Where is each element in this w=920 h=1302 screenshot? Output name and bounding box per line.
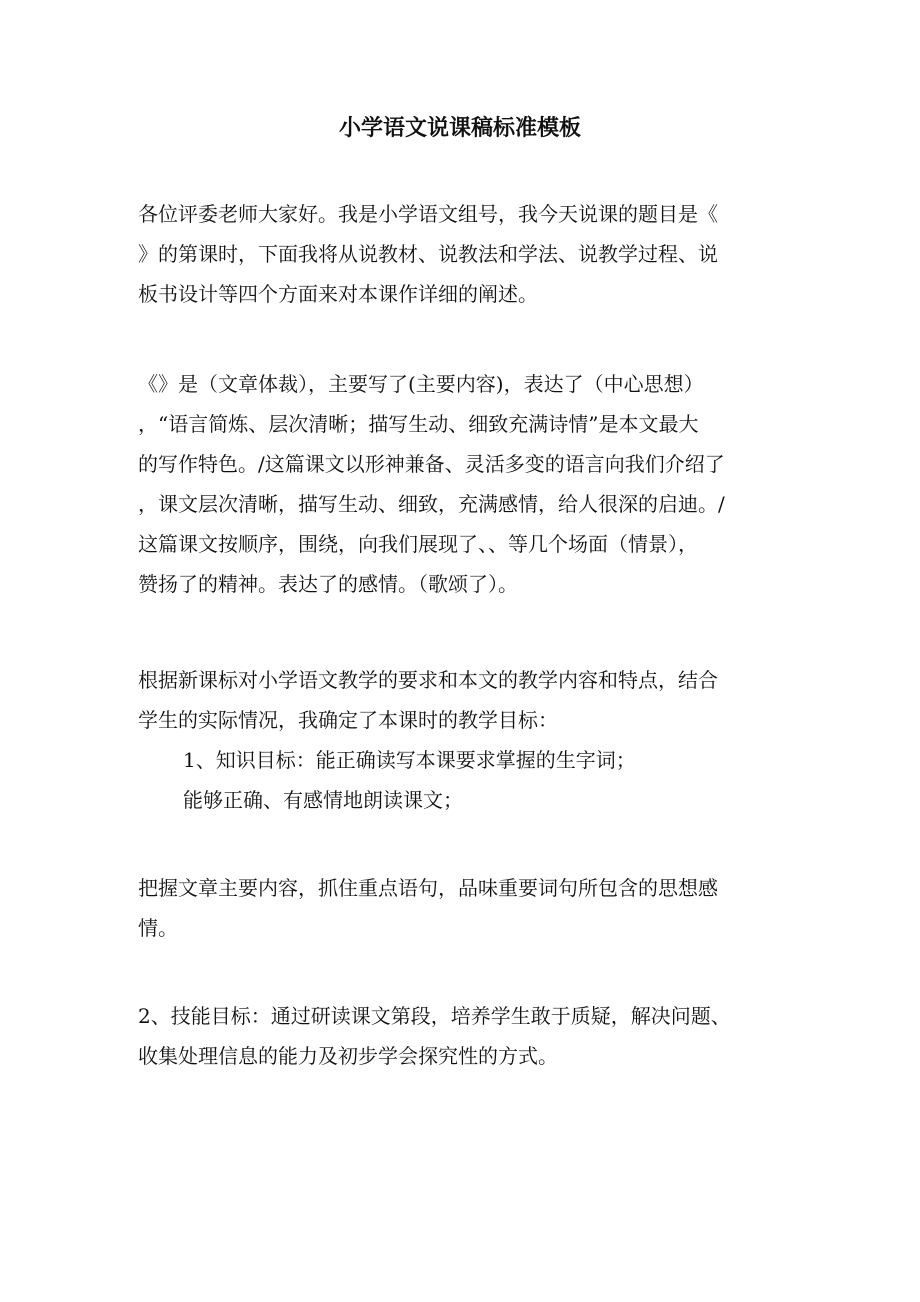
teaching-goals-paragraph	[138, 660, 783, 820]
textbook-analysis-paragraph	[138, 364, 783, 604]
text-line: ，“语言简炼、层次清晰；描写生动、细致充满诗情”是本文最大	[138, 412, 699, 436]
knowledge-goal-line: 1、知识目标：能正确读写本课要求掌握的生字词；	[183, 748, 636, 772]
text-line: 》的第课时，下面我将从说教材、说教法和学法、说教学过程、说	[138, 242, 718, 266]
text-line: ，课文层次清晰，描写生动、细致，充满感情，给人很深的启迪。/	[138, 492, 725, 516]
text-line: 《》是（文章体裁），主要写了(主要内容)，表达了（中心思想）	[138, 372, 704, 396]
text-line: 情。	[138, 916, 178, 940]
text-line: 这篇课文按顺序，围绕，向我们展现了、、等几个场面（情景），	[138, 532, 698, 556]
text-line: 根据新课标对小学语文教学的要求和本文的教学内容和特点，结合	[138, 668, 718, 692]
intro-paragraph	[138, 194, 783, 314]
reading-goal-line: 能够正确、有感情地朗读课文；	[183, 788, 463, 812]
text-line: 学生的实际情况，我确定了本课时的教学目标：	[138, 708, 558, 732]
document-title: 小学语文说课稿标准模板	[338, 115, 581, 141]
skill-goal-paragraph	[138, 996, 783, 1076]
text-line: 收集处理信息的能力及初步学会探究性的方式。	[138, 1044, 558, 1068]
text-line: 2、技能目标：通过研读课文第段，培养学生敢于质疑，解决问题、	[138, 1004, 731, 1028]
text-line: 的写作特色。/这篇课文以形神兼备、灵活多变的语言向我们介绍了	[138, 452, 725, 476]
text-line: 板书设计等四个方面来对本课作详细的阐述。	[138, 282, 538, 306]
text-line: 各位评委老师大家好。我是小学语文组号，我今天说课的题目是《	[138, 202, 718, 226]
text-line: 赞扬了的精神。表达了的感情。（歌颂了）。	[138, 572, 518, 596]
text-line: 把握文章主要内容，抓住重点语句，品味重要词句所包含的思想感	[138, 876, 718, 900]
content-goal-paragraph	[138, 868, 783, 948]
